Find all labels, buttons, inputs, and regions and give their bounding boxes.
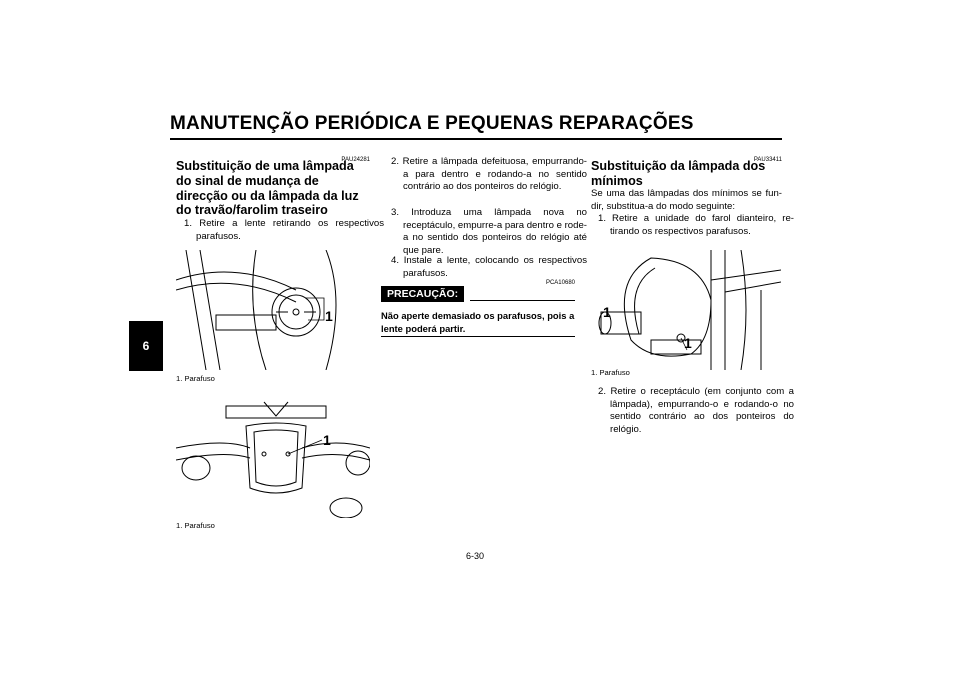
figure-caption: 1. Parafuso (176, 521, 215, 530)
page-number: 6-30 (466, 551, 485, 561)
figure-callout: 1 (603, 304, 611, 320)
figure-caption: 1. Parafuso (591, 368, 630, 377)
section-code: PAU24281 (341, 157, 370, 163)
header-rule (170, 138, 782, 140)
caution-rule-top (470, 300, 575, 301)
figure-callout: 1 (323, 432, 331, 448)
section-heading: Substituição de uma lâmpada do sinal de mudança de direcção ou da lâmpada da luz do travão/farolim traseiro (176, 159, 359, 218)
section-heading: Substituição da lâmpada dos mínimos (591, 159, 766, 188)
step-4: 4. Instale a lente, colocando os respectivos parafusos. (391, 255, 587, 279)
intro-text: Se uma das lâmpadas dos mínimos se fun-dir, substitua-a do modo seguinte: (591, 188, 782, 212)
caution-rule-bottom (381, 336, 575, 337)
step-2: 2. Retire o receptáculo (em conjunto com a lâmpada), empurrando-o e rodando-o no sentido contrário ao dos ponteiros do relógio. (598, 386, 794, 435)
section-code: PAU33411 (753, 157, 782, 163)
caution-text: Não aperte demasiado os parafusos, pois a lente poderá partir. (381, 310, 575, 334)
figure-callout: 1 (325, 308, 333, 324)
tail-light-illustration (176, 398, 370, 518)
chapter-tab: 6 (129, 321, 163, 371)
headlight-illustration (591, 250, 781, 370)
figure-caption: 1. Parafuso (176, 374, 215, 383)
page-header-title: MANUTENÇÃO PERIÓDICA E PEQUENAS REPARAÇÕES (170, 113, 694, 134)
step-3: 3. Introduza uma lâmpada nova no receptáculo, empurre-a para dentro e rode-a no sentido dos ponteiros do relógio até que pare. (391, 207, 587, 256)
caution-code: PCA10680 (545, 280, 575, 286)
turn-signal-illustration (176, 250, 370, 370)
step-1: 1. Retire a unidade do farol dianteiro, re-tirando os respectivos parafusos. (598, 213, 794, 237)
step-1: 1. Retire a lente retirando os respectivos parafusos. (184, 218, 384, 242)
caution-label: PRECAUÇÃO: (381, 286, 464, 302)
figure-callout: 1 (684, 335, 692, 351)
step-2: 2. Retire a lâmpada defeituosa, empurrando-a para dentro e rodando-a no sentido contrário ao dos ponteiros do relógio. (391, 156, 587, 193)
